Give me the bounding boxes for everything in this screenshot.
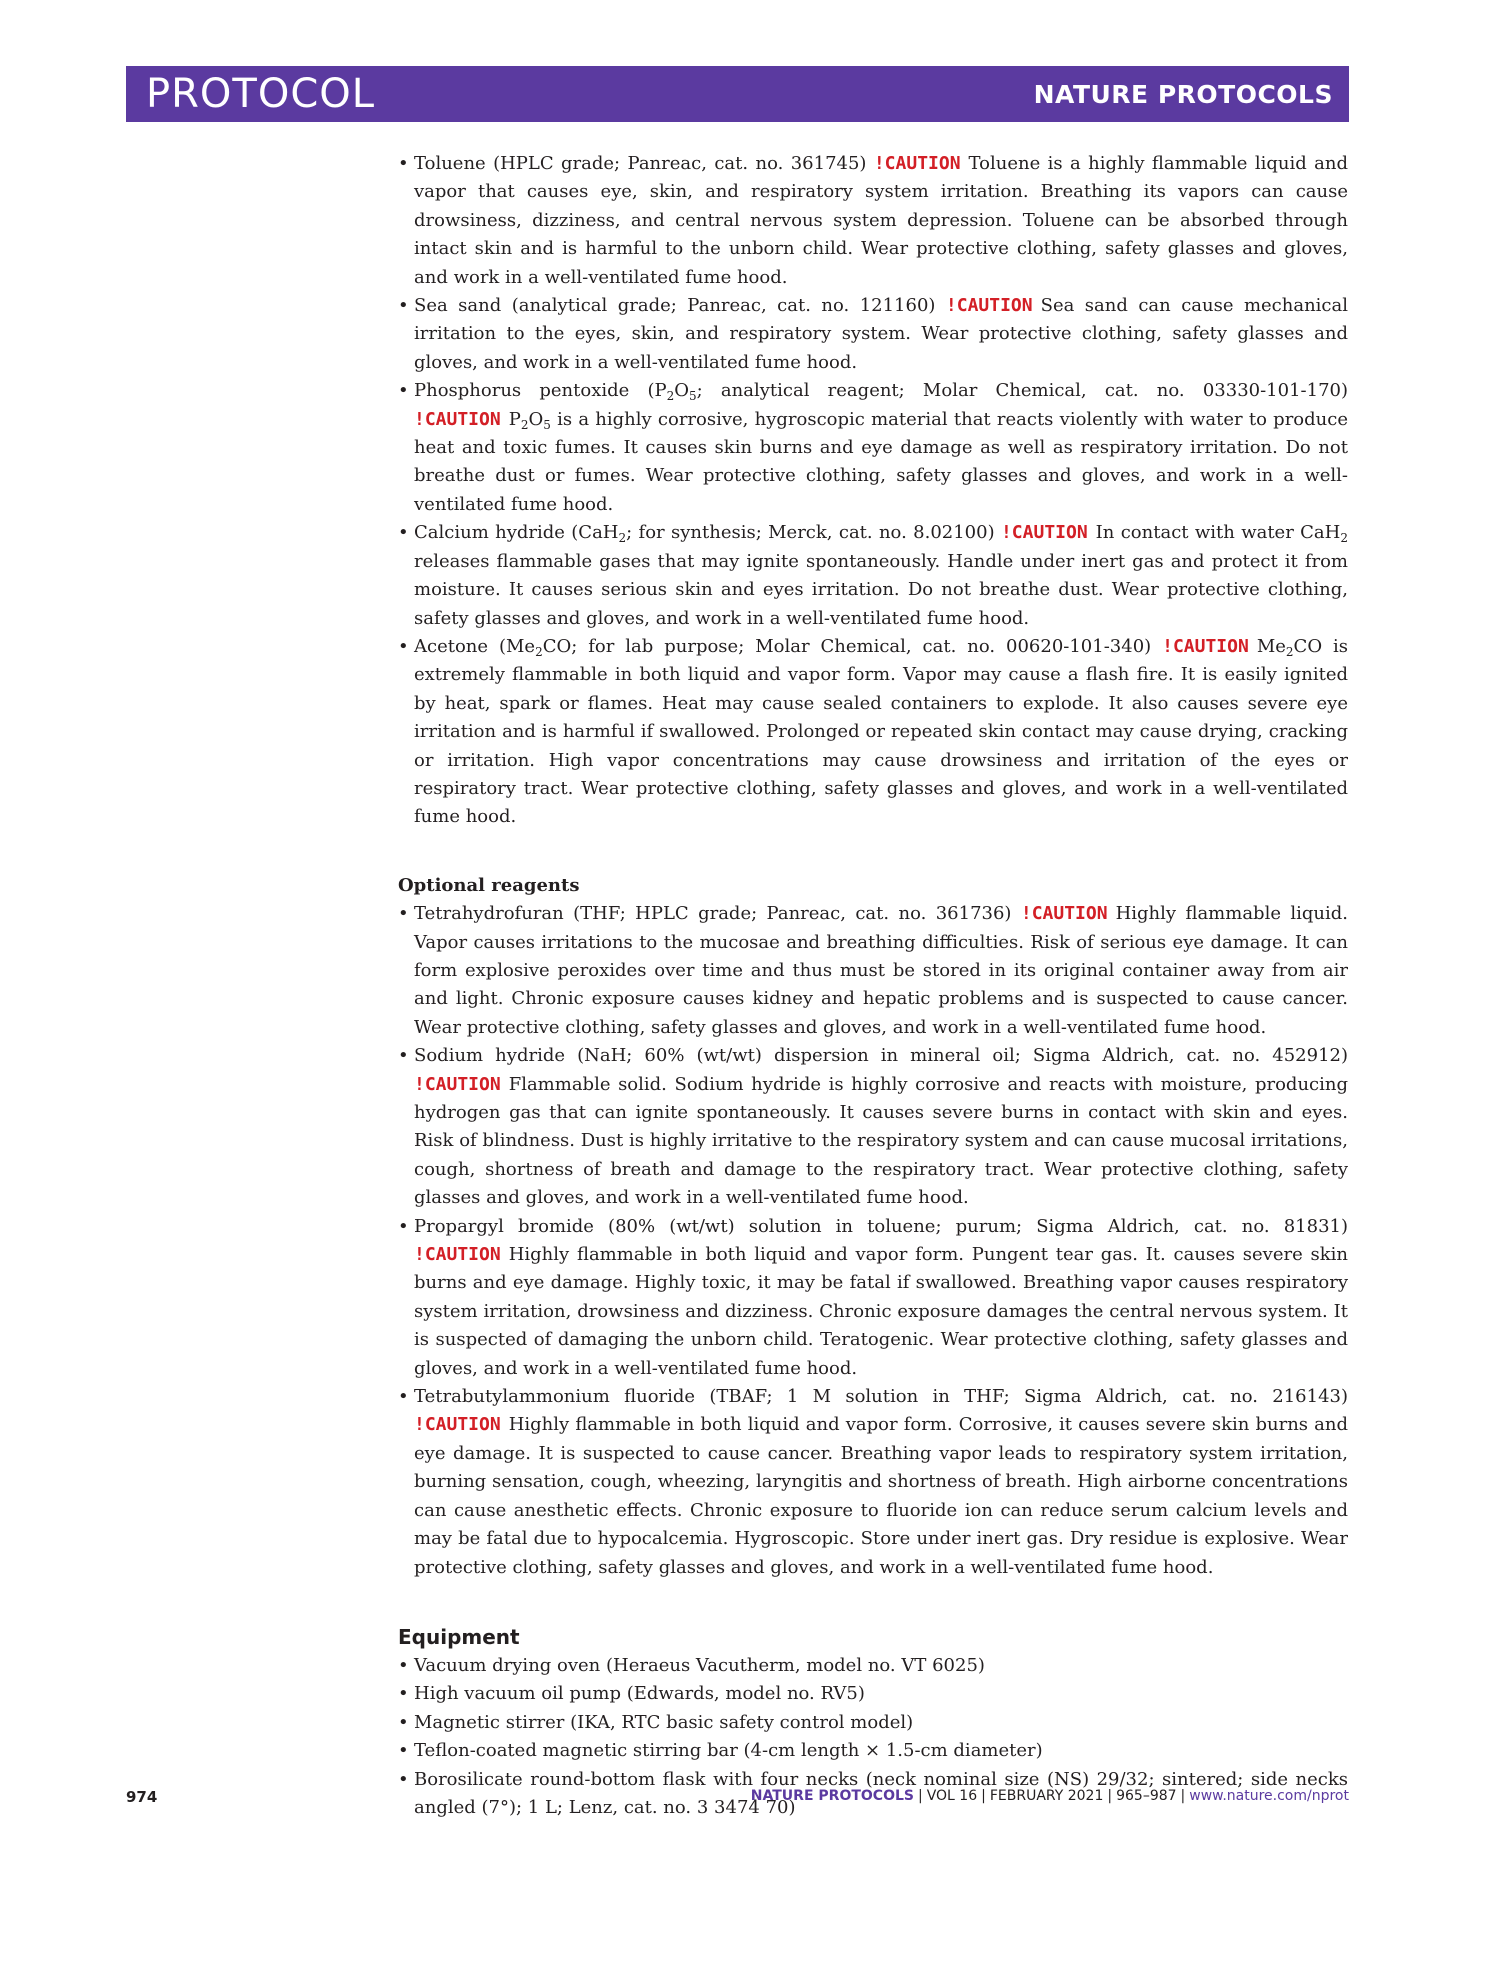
caution-text: Highly flammable in both liquid and vapor form. Pungent tear gas. It. causes severe skin burns and eye damage. Highly toxic, it may be fatal if swallowed. Breathing vapor causes respiratory system irritation, drowsiness and dizziness. Chronic exposure damages the central nervous system. It is suspected of damaging the unborn child. Teratogenic. Wear protective clothing, safety glasses and gloves, and work in a well-ventilated fume hood.	[414, 1244, 1348, 1379]
list-item	[398, 377, 1348, 519]
section-label: PROTOCOL	[146, 71, 376, 117]
caution-label: !CAUTION	[873, 153, 961, 174]
list-item	[398, 1737, 1348, 1765]
journal-label: NATURE PROTOCOLS	[1033, 79, 1333, 109]
reagent-name: Sodium hydride (NaH; 60% (wt/wt) dispersion in mineral oil; Sigma Aldrich, cat. no. 452912)	[414, 1045, 1348, 1067]
bullet: •	[398, 1711, 409, 1733]
reagent-name: Calcium hydride (CaH$_2$; for synthesis; Merck, cat. no. 8.02100)	[414, 522, 995, 546]
equipment-text: Vacuum drying oven (Heraeus Vacutherm, model no. VT 6025)	[414, 1654, 985, 1676]
caution-label: !CAUTION	[414, 1073, 501, 1095]
list-item	[398, 633, 1348, 832]
caution-label: !CAUTION	[414, 1414, 501, 1436]
list-item	[398, 1652, 1348, 1680]
equipment-text: Borosilicate round-bottom flask with four necks (neck nominal size (NS) 29/32; sintered; side necks angled (7°); 1 L; Lenz, cat. no. 3 3474 70)	[414, 1768, 1348, 1818]
page-footer	[126, 1788, 1349, 1812]
caution-text: Highly flammable liquid. Vapor causes irritations to the mucosae and breathing difficulties. Risk of serious eye damage. It can form explosive peroxides over time and thus must be stored in its original container away from air and light. Chronic exposure causes kidney and hepatic problems and is suspected to cause cancer. Wear protective clothing, safety glasses and gloves, and work in a well-ventilated fume hood.	[414, 903, 1348, 1038]
bullet: •	[398, 295, 409, 317]
bullet: •	[398, 1654, 409, 1676]
header-banner	[126, 66, 1349, 122]
caution-label: !CAUTION	[1020, 903, 1108, 925]
footer-journal-name: NATURE PROTOCOLS	[750, 1788, 914, 1804]
list-item	[398, 1709, 1348, 1737]
bullet: •	[398, 1683, 409, 1705]
list-item	[398, 900, 1348, 1042]
reagent-name: Acetone ($Me_2CO$; for lab purpose; Molar Chemical, cat. no. 00620-101-340)	[414, 635, 1152, 659]
journal-citation	[751, 1788, 1349, 1804]
caution-label: !CAUTION	[1000, 522, 1088, 544]
equipment-text: High vacuum oil pump (Edwards, model no. RV5)	[414, 1683, 865, 1705]
caution-text: Flammable solid. Sodium hydride is highly corrosive and reacts with moisture, producing hydrogen gas that can ignite spontaneously. It causes severe burns in contact with skin and eyes. Risk of blindness. Dust is highly irritative to the respiratory system and can cause mucosal irritations, cough, shortness of breath and damage to the respiratory tract. Wear protective clothing, safety glasses and gloves, and work in a well-ventilated fume hood.	[414, 1073, 1348, 1209]
equipment-text: Magnetic stirrer (IKA, RTC basic safety control model)	[414, 1711, 914, 1733]
bullet: •	[398, 1386, 409, 1408]
list-item	[398, 1383, 1348, 1582]
list-item	[398, 1213, 1348, 1383]
bullet: •	[398, 1045, 409, 1067]
bullet: •	[398, 1215, 409, 1237]
bullet: •	[398, 1740, 409, 1762]
page-number: 974	[126, 1788, 158, 1806]
separator: |	[1180, 1788, 1186, 1804]
reagent-name: Sea sand (analytical grade; Panreac, cat. no. 121160)	[414, 295, 936, 317]
bullet: •	[398, 1768, 409, 1790]
footer-volume: VOL 16	[926, 1788, 978, 1804]
caution-label: !CAUTION	[945, 295, 1033, 317]
bullet: •	[398, 903, 409, 925]
bullet: •	[398, 522, 409, 544]
caution-label: !CAUTION	[1162, 635, 1249, 657]
caution-text: Sea sand can cause mechanical irritation to the eyes, skin, and respiratory system. Wear protective clothing, safety glasses and gloves, and work in a well-ventilated fume hood.	[414, 295, 1348, 373]
list-item	[398, 1042, 1348, 1212]
section-heading-optional-reagents: Optional reagents	[398, 874, 580, 896]
caution-label: !CAUTION	[414, 1244, 501, 1266]
reagent-name: Toluene (HPLC grade; Panreac, cat. no. 361745)	[414, 153, 867, 174]
bullet: •	[398, 635, 409, 657]
footer-url-link[interactable]: www.nature.com/nprot	[1189, 1788, 1349, 1804]
caution-text: Toluene is a highly flammable liquid and vapor that causes eye, skin, and respiratory system irritation. Breathing its vapors can cause drowsiness, dizziness, and central nervous system depression. Toluene can be absorbed through intact skin and is harmful to the unborn child. Wear protective clothing, safety glasses and gloves, and work in a well-ventilated fume hood.	[414, 153, 1348, 288]
section-heading-equipment: Equipment	[398, 1624, 520, 1649]
list-item	[398, 150, 1348, 292]
list-item	[398, 1680, 1348, 1708]
caution-text: $P_2O_5$ is a highly corrosive, hygroscopic material that reacts violently with water to produce heat and toxic fumes. It causes skin burns and eye damage as well as respiratory irritation. Do not breathe dust or fumes. Wear protective clothing, safety glasses and gloves, and work in a well-ventilated fume hood.	[414, 408, 1348, 515]
bullet: •	[398, 380, 409, 402]
reagent-name: Tetrahydrofuran (THF; HPLC grade; Panreac, cat. no. 361736)	[414, 903, 1012, 925]
separator: |	[981, 1788, 986, 1804]
equipment-text: Teflon-coated magnetic stirring bar (4-cm length × 1.5-cm diameter)	[414, 1740, 1043, 1762]
caution-text: In contact with water CaH$_2$ releases flammable gases that may ignite spontaneously. Handle under inert gas and protect it from moisture. It causes serious skin and eyes irritation. Do not breathe dust. Wear protective clothing, safety glasses and gloves, and work in a well-ventilated fume hood.	[414, 522, 1349, 629]
list-item	[398, 292, 1348, 377]
reagent-name: Propargyl bromide (80% (wt/wt) solution in toluene; purum; Sigma Aldrich, cat. no. 81831)	[414, 1215, 1348, 1237]
caution-text: Highly flammable in both liquid and vapor form. Corrosive, it causes severe skin burns and eye damage. It is suspected to cause cancer. Breathing vapor leads to respiratory system irritation, burning sensation, cough, wheezing, laryngitis and shortness of breath. High airborne concentrations can cause anesthetic effects. Chronic exposure to fluoride ion can reduce serum calcium levels and may be fatal due to hypocalcemia. Hygroscopic. Store under inert gas. Dry residue is explosive. Wear protective clothing, safety glasses and gloves, and work in a well-ventilated fume hood.	[414, 1414, 1348, 1578]
footer-date: FEBRUARY 2021	[989, 1788, 1104, 1804]
separator: |	[1107, 1788, 1113, 1804]
footer-pages: 965–987	[1116, 1788, 1177, 1804]
separator: |	[917, 1788, 923, 1804]
bullet: •	[398, 153, 409, 174]
reagent-name: Phosphorus pentoxide ($P_2O_5$; analytical reagent; Molar Chemical, cat. no. 03330-101-170)	[414, 380, 1348, 404]
reagent-name: Tetrabutylammonium fluoride (TBAF; 1 M solution in THF; Sigma Aldrich, cat. no. 216143)	[414, 1386, 1348, 1408]
caution-label: !CAUTION	[414, 408, 501, 430]
caution-text: $Me_2CO$ is extremely flammable in both liquid and vapor form. Vapor may cause a flash fire. It is easily ignited by heat, spark or flames. Heat may cause sealed containers to explode. It also causes severe eye irritation and is harmful if swallowed. Prolonged or repeated skin contact may cause drying, cracking or irritation. High vapor concentrations may cause drowsiness and irritation of the eyes or respiratory tract. Wear protective clothing, safety glasses and gloves, and work in a well-ventilated fume hood.	[414, 635, 1348, 828]
main-content	[398, 150, 1348, 1822]
list-item	[398, 519, 1348, 633]
